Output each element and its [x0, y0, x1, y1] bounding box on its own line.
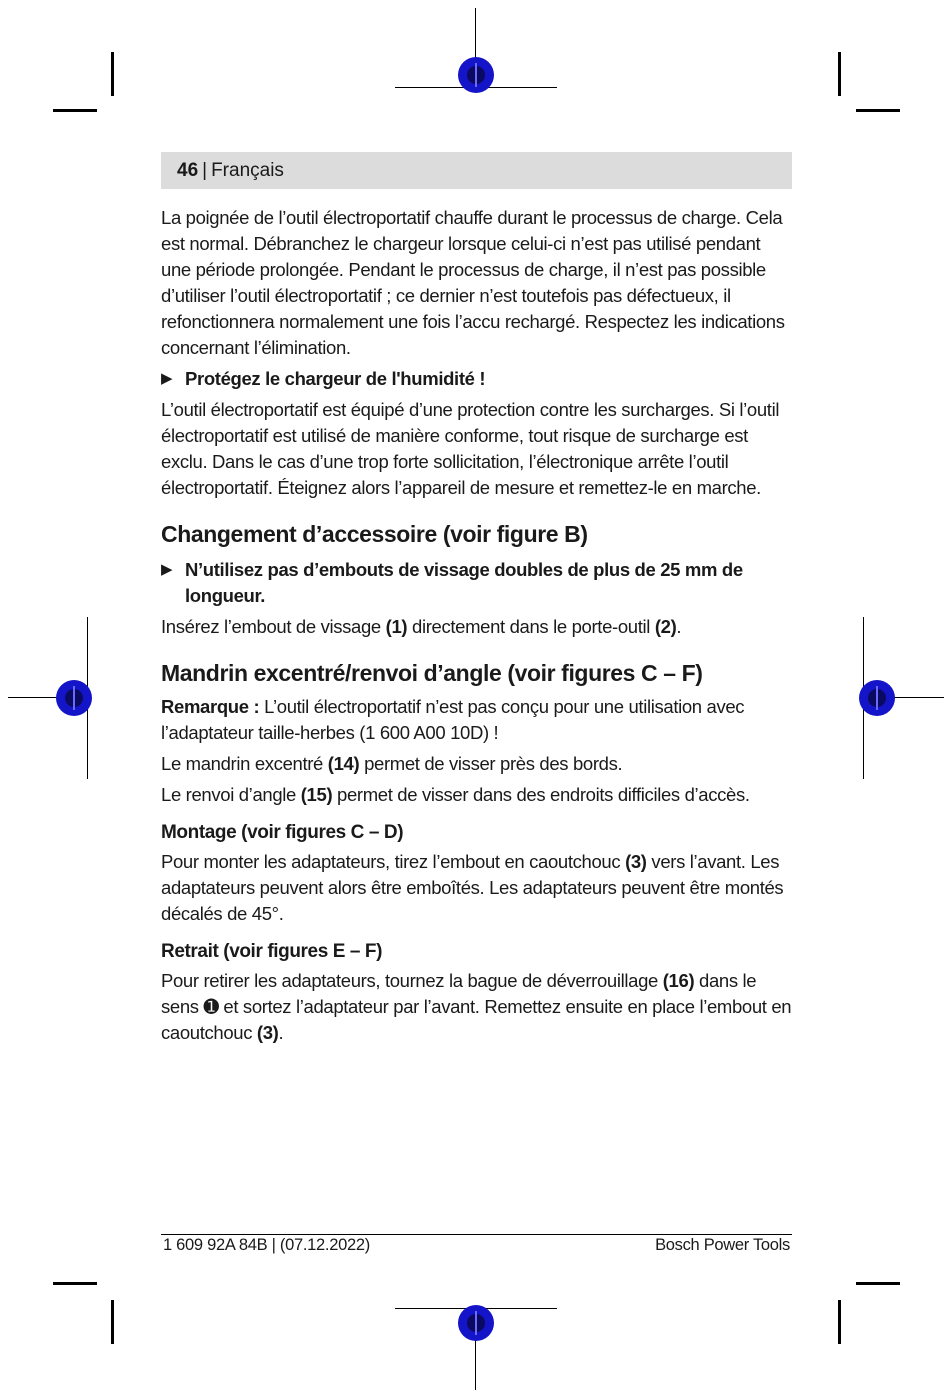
registration-target-icon [56, 680, 92, 716]
reference-number: (14) [327, 753, 360, 774]
bullet-triangle-icon: ▶ [161, 370, 173, 387]
page-language: Français [211, 159, 284, 181]
reference-number: (3) [625, 851, 647, 872]
page-header [161, 152, 792, 189]
text: . [278, 1022, 284, 1043]
reference-number: (16) [662, 970, 695, 991]
page-number: 46 [177, 159, 199, 181]
text: permet de visser dans des endroits difficiles d’accès. [332, 784, 750, 805]
crop-mark [53, 1282, 97, 1285]
paragraph-note [161, 694, 792, 746]
crop-mark [856, 109, 900, 112]
heading-accessory-change: Changement d’accessoire (voir figure B) [161, 521, 588, 547]
paragraph-angle [161, 782, 792, 808]
text: dans le sens ➊ et sortez l’adaptateur par l’avant. Remettez ensuite en place l’embout en caoutchouc [161, 970, 792, 1043]
note-label: Remarque : [161, 696, 260, 717]
bullet-triangle-icon: ▶ [161, 561, 173, 578]
text: . [676, 616, 682, 637]
reference-number: (1) [385, 616, 408, 637]
registration-target-icon [458, 1305, 494, 1341]
paragraph-intro: La poignée de l’outil électroportatif chauffe durant le processus de charge. Cela est normal. Débranchez le chargeur lorsque celui-ci n’est pas utilisé pendant une période prolongée. Pendant le processus de charge, il n’est pas possible d’utiliser l’outil électroportatif ; ce dernier n’est toutefois pas défectueux, il refonctionnera normalement une fois l’accu rechargé. Respectez les indications concernant l’élimination. [161, 207, 785, 358]
paragraph-overload: L’outil électroportatif est équipé d’une protection contre les surcharges. Si l’outil électroportatif est utilisé de manière conforme, tout risque de surcharge est exclu. Dans le cas d’une trop forte sollicitation, l’électronique arrête l’outil électroportatif. Éteignez alors l’appareil de mesure et remettez-le en marche. [161, 399, 780, 498]
text: permet de visser près des bords. [359, 753, 623, 774]
text: directement dans le porte-outil [407, 616, 655, 637]
text: Pour retirer les adaptateurs, tournez la bague de déverrouillage [161, 970, 663, 991]
paragraph-removal [161, 968, 792, 1046]
heading-mounting: Montage (voir figures C – D) [161, 822, 404, 843]
warning-humidity [161, 366, 792, 392]
warning-bits [161, 557, 792, 609]
header-separator: | [202, 159, 208, 181]
reference-number: (15) [300, 784, 333, 805]
crop-mark [838, 52, 841, 96]
registration-target-icon [458, 57, 494, 93]
footer-rule [161, 1234, 792, 1235]
registration-target-icon [859, 680, 895, 716]
text: Insérez l’embout de vissage [161, 616, 386, 637]
crop-mark [838, 1300, 841, 1344]
heading-removal: Retrait (voir figures E – F) [161, 941, 383, 962]
crop-mark [111, 1300, 114, 1344]
paragraph-insert-bit [161, 614, 792, 640]
note-text: L’outil électroportatif n’est pas conçu pour une utilisation avec l’adaptateur taille-herbes (1 600 A00 10D) ! [161, 696, 745, 743]
warning-humidity-text: Protégez le chargeur de l'humidité ! [185, 368, 486, 389]
reference-number: (3) [256, 1022, 279, 1043]
reference-number: (2) [654, 616, 677, 637]
crop-mark [856, 1282, 900, 1285]
heading-chuck: Mandrin excentré/renvoi d’angle (voir figures C – F) [161, 660, 703, 686]
text: Le renvoi d’angle [161, 784, 301, 805]
crop-mark [53, 109, 97, 112]
footer-brand: Bosch Power Tools [655, 1236, 790, 1254]
paragraph-mounting [161, 849, 792, 927]
page-content [161, 205, 792, 1046]
text: Le mandrin excentré [161, 753, 328, 774]
paragraph-eccentric [161, 751, 792, 777]
footer-document-number: 1 609 92A 84B | (07.12.2022) [163, 1236, 370, 1254]
text: vers l’avant. Les adaptateurs peuvent alors être emboîtés. Les adaptateurs peuvent être montés décalés de 45°. [161, 851, 784, 924]
text: Pour monter les adaptateurs, tirez l’embout en caoutchouc [161, 851, 626, 872]
warning-bits-text: N’utilisez pas d’embouts de vissage doubles de plus de 25 mm de longueur. [185, 559, 743, 606]
crop-mark [111, 52, 114, 96]
